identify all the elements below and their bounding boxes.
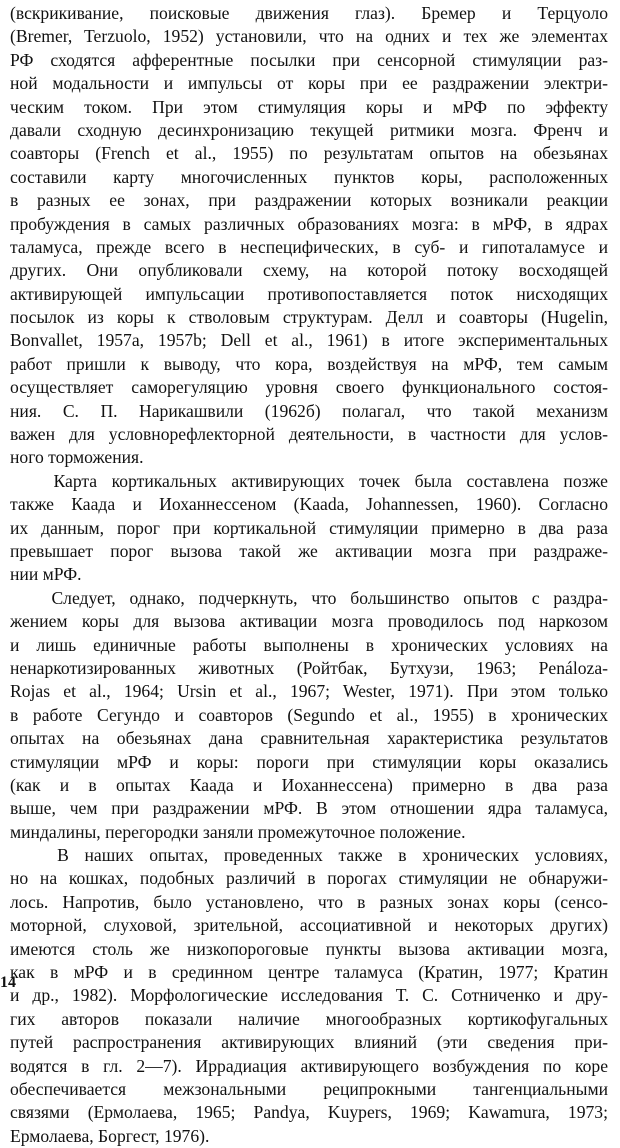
text-line: и лишь единичные работы выполнены в хронических условиях на	[10, 634, 608, 655]
text-line: жением коры для вызова активации мозга проводилось под наркозом	[10, 611, 608, 632]
text-line: ния. С. П. Нарикашвили (1962б) полагал, что такой механизм	[10, 400, 608, 421]
text-line: имеются столь же низкопороговые пункты вызова активации мозга,	[10, 938, 608, 959]
text-line: Карта кортикальных активирующих точек была составлена позже	[10, 470, 608, 491]
text-line: превышает порог вызова такой же активации мозга при раздраже-	[10, 540, 608, 561]
text-line: нии мРФ.	[10, 564, 82, 585]
text-line: (Bremer, Terzuolo, 1952) установили, что на одних и тех же элементах	[10, 26, 608, 47]
text-line: их данным, порог при кортикальной стимуляции примерно в два раза	[10, 517, 608, 538]
text-line: Следует, однако, подчеркнуть, что большинство опытов с раздра-	[10, 587, 608, 608]
text-line: В наших опытах, проведенных также в хронических условиях,	[10, 845, 608, 866]
text-line: водятся в гл. 2—7). Иррадиация активирующего возбуждения по коре	[10, 1055, 608, 1076]
text-line: важен для условнорефлекторной деятельности, в частности для услов-	[10, 424, 608, 445]
text-line: гих авторов показали наличие многообразных кортикофугальных	[10, 1008, 608, 1029]
text-line: посылок из коры к стволовым структурам. Делл и соавторы (Hugelin,	[10, 307, 608, 328]
body-text	[10, 2, 608, 1148]
text-line: ческим током. При этом стимуляция коры и мРФ по эффекту	[10, 96, 608, 117]
text-line: путей распространения активирующих влияний (эти сведения при-	[10, 1032, 608, 1053]
text-line: (как и в опытах Каада и Иоханнессена) примерно в два раза	[10, 774, 608, 795]
text-line: соавторы (French et al., 1955) по результатам опытов на обезьянах	[10, 143, 608, 164]
text-line: Rojas et al., 1964; Ursin et al., 1967; Wester, 1971). При этом только	[10, 681, 608, 702]
text-line: таламуса, прежде всего в неспецифических, в суб- и гипоталамусе и	[10, 236, 608, 257]
text-line: в разных ее зонах, при раздражении которых возникали реакции	[10, 190, 608, 211]
text-line: и др., 1982). Морфологические исследования Т. С. Сотниченко и дру-	[10, 985, 608, 1006]
text-line: лось. Напротив, было установлено, что в разных зонах коры (сенсо-	[10, 891, 608, 912]
text-line: других. Они опубликовали схему, на которой потоку восходящей	[10, 260, 608, 281]
text-line: работ пришли к выводу, что кора, воздействуя на мРФ, тем самым	[10, 353, 608, 374]
text-line: ненаркотизированных животных (Ройтбак, Бутхузи, 1963; Penáloza-	[10, 657, 608, 678]
text-line: опытах на обезьянах дана сравнительная характеристика результатов	[10, 728, 608, 749]
text-line: но на кошках, подобных различий в порогах стимуляции не обнаружи-	[10, 868, 608, 889]
page-number: 14	[0, 974, 16, 991]
text-line: активирующей импульсации противопоставляется поток нисходящих	[10, 283, 608, 304]
text-line: осуществляет саморегуляцию уровня своего функционального состоя-	[10, 377, 608, 398]
text-line: в работе Сегундо и соавторов (Segundo et al., 1955) в хронических	[10, 704, 608, 725]
text-line: пробуждения в самых различных образованиях мозга: в мРФ, в ядрах	[10, 213, 608, 234]
text-line: стимуляции мРФ и коры: пороги при стимуляции коры оказались	[10, 751, 608, 772]
text-line: также Каада и Иоханнессеном (Kaada, Johannessen, 1960). Согласно	[10, 494, 608, 515]
text-line: обеспечивается межзональными реципрокными тангенциальными	[10, 1078, 608, 1099]
text-line: моторной, слуховой, зрительной, ассоциативной и некоторых других)	[10, 915, 608, 936]
text-line: как в мРФ и в срединном центре таламуса (Кратин, 1977; Кратин	[10, 962, 608, 983]
text-line: давали сходную десинхронизацию текущей ритмики мозга. Френч и	[10, 119, 608, 140]
text-line: Bonvallet, 1957a, 1957b; Dell et al., 1961) в итоге экспериментальных	[10, 330, 608, 351]
text-line: миндалины, перегородки заняли промежуточное положение.	[10, 821, 466, 842]
text-line: связями (Ермолаева, 1965; Pandya, Kuypers, 1969; Kawamura, 1973;	[10, 1102, 608, 1123]
text-line: Ермолаева, Боргест, 1976).	[10, 1125, 210, 1146]
text-line: составили карту многочисленных пунктов коры, расположенных	[10, 166, 608, 187]
text-line: выше, чем при раздражении мРФ. В этом отношении ядра таламуса,	[10, 798, 608, 819]
text-line: (вскрикивание, поисковые движения глаз). Бремер и Терцуоло	[10, 3, 608, 23]
text-line: ного торможения.	[10, 447, 144, 468]
text-line: РФ сходятся афферентные посылки при сенсорной стимуляции раз-	[10, 49, 608, 70]
text-line: ной модальности и импульсы от коры при ее раздражении электри-	[10, 73, 608, 94]
